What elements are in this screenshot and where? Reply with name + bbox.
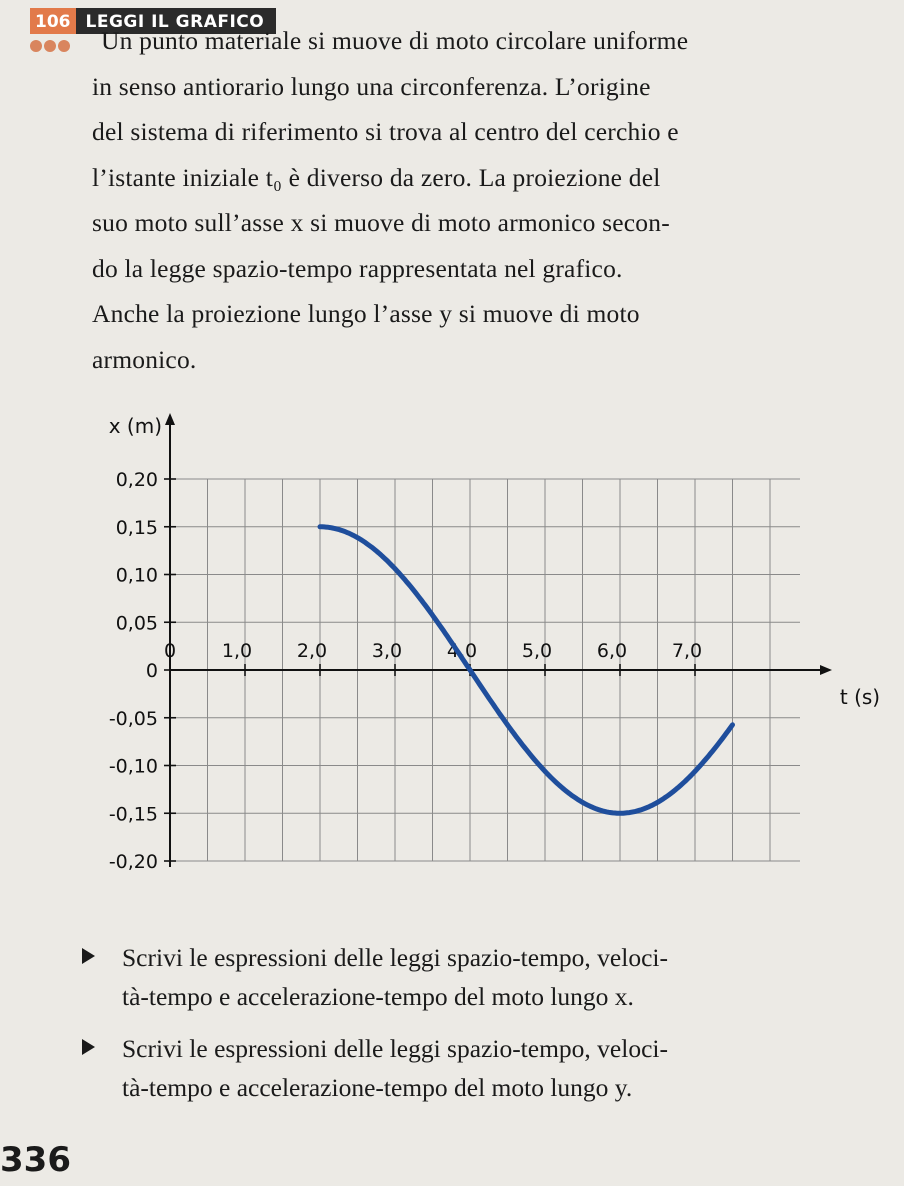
y-tick-label: 0,20 (115, 469, 158, 491)
x-tick-label: 4,0 (446, 640, 478, 662)
task-line: tà-tempo e accelerazione-tempo del moto lungo x. (122, 982, 634, 1011)
difficulty-dot (30, 40, 42, 52)
x-axis-arrow-icon (820, 665, 832, 675)
x-tick-label: 5,0 (521, 640, 553, 662)
x-tick-label: 0 (163, 640, 177, 662)
problem-line: l’istante iniziale t₀ è diverso da zero. La proiezione del (92, 162, 661, 192)
y-axis-arrow-icon (165, 413, 175, 425)
task-item (82, 1029, 882, 1107)
chart-axes (164, 413, 832, 867)
triangle-bullet-icon (82, 948, 95, 964)
task-line: tà-tempo e accelerazione-tempo del moto lungo y. (122, 1073, 633, 1102)
x-tick-label: 6,0 (596, 640, 628, 662)
y-tick-label: -0,05 (108, 707, 158, 730)
y-tick-label: 0 (145, 660, 158, 682)
problem-line: Anche la proiezione lungo l’asse y si muove di moto (92, 299, 640, 328)
x-tick-label: 1,0 (221, 640, 253, 662)
difficulty-dot (58, 40, 70, 52)
problem-line: del sistema di riferimento si trova al centro del cerchio e (92, 117, 679, 146)
difficulty-dot (44, 40, 56, 52)
task-list (82, 938, 882, 1120)
section-label: LEGGI IL GRAFICO (76, 8, 277, 34)
y-tick-label: 0,10 (115, 564, 158, 587)
axis-labels (109, 414, 880, 709)
problem-statement (92, 18, 876, 382)
x-tick-label: 3,0 (371, 640, 403, 662)
page-number: 336 (0, 1140, 71, 1180)
task-line: Scrivi le espressioni delle leggi spazio-tempo, veloci- (122, 1034, 668, 1063)
y-tick-labels (109, 469, 158, 873)
problem-line: Un punto materiale si muove di moto circolare uniforme (101, 26, 689, 55)
y-tick-label: 0,05 (115, 612, 158, 635)
x-axis-label: t (s) (839, 685, 881, 709)
exercise-number: 106 (30, 8, 76, 34)
position-time-chart (60, 405, 881, 905)
problem-line: armonico. (92, 344, 197, 374)
problem-line: suo moto sull’asse x si muove di moto armonico secon- (92, 208, 670, 237)
x-tick-labels (164, 640, 702, 662)
x-tick-label: 2,0 (296, 640, 328, 662)
y-axis-label: x (m) (108, 414, 162, 438)
task-item (82, 938, 882, 1016)
difficulty-dots (30, 40, 70, 52)
problem-line: in senso antiorario lungo una circonferenza. L’origine (92, 71, 651, 101)
problem-line: do la legge spazio-tempo rappresentata nel grafico. (92, 253, 623, 283)
y-tick-label: -0,20 (108, 851, 158, 873)
task-line: Scrivi le espressioni delle leggi spazio-tempo, veloci- (122, 943, 668, 972)
y-tick-label: -0,15 (108, 803, 158, 826)
x-tick-label: 7,0 (671, 640, 703, 662)
y-tick-label: -0,10 (108, 755, 158, 778)
triangle-bullet-icon (82, 1039, 95, 1055)
y-tick-label: 0,15 (115, 516, 158, 539)
